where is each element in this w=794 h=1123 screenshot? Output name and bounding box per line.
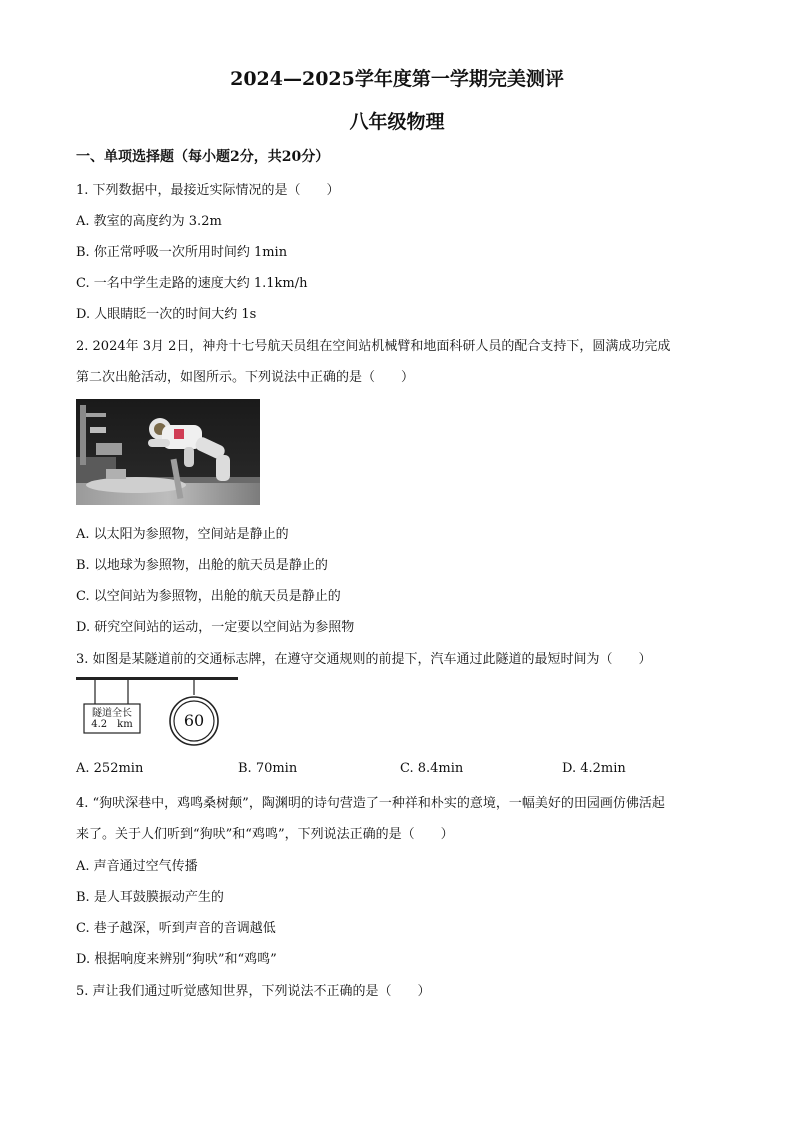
section-heading: 一、单项选择题（每小题2分，共20分） [76, 149, 330, 165]
q2-option-c: C. 以空间站为参照物，出舱的航天员是静止的 [76, 589, 341, 604]
q1-option-b: B. 你正常呼吸一次所用时间约 1min [76, 245, 288, 260]
sign-tunnel-length-label: 隧道全长 [92, 708, 132, 719]
tunnel-traffic-sign [76, 674, 240, 750]
q2-option-b: B. 以地球为参照物，出舱的航天员是静止的 [76, 558, 328, 573]
q3-stem: 3. 如图是某隧道前的交通标志牌，在遵守交通规则的前提下，汽车通过此隧道的最短时间为（ ） [76, 652, 652, 667]
q3-option-d: D. 4.2min [562, 761, 626, 776]
q4-option-d: D. 根据响度来辨别“狗吠”和“鸡鸣” [76, 952, 277, 967]
q2-stem-line1: 2. 2024年 3月 2日，神舟十七号航天员组在空间站机械臂和地面科研人员的配合支持下，圆满成功完成 [76, 339, 671, 354]
astronaut-spacewalk-photo [76, 399, 260, 505]
q4-stem-line2: 来了。关于人们听到“狗吠”和“鸡鸣”，下列说法正确的是（ ） [76, 827, 454, 842]
q1-stem: 1. 下列数据中，最接近实际情况的是（ ） [76, 183, 340, 198]
q1-option-d: D. 人眼睛眨一次的时间大约 1s [76, 307, 257, 322]
q4-option-a: A. 声音通过空气传播 [76, 859, 198, 874]
q4-option-b: B. 是人耳鼓膜振动产生的 [76, 890, 224, 905]
q4-stem-line1: 4. “狗吠深巷中，鸡鸣桑树颠”，陶渊明的诗句营造了一种祥和朴实的意境，一幅美好的田园画仿佛活起 [76, 796, 665, 811]
exam-subtitle: 八年级物理 [349, 111, 445, 133]
q3-option-c: C. 8.4min [400, 761, 464, 776]
q5-stem: 5. 声让我们通过听觉感知世界，下列说法不正确的是（ ） [76, 984, 431, 999]
q4-option-c: C. 巷子越深，听到声音的音调越低 [76, 921, 276, 936]
q3-option-b: B. 70min [238, 761, 298, 776]
q1-option-a: A. 教室的高度约为 3.2m [76, 214, 222, 229]
q1-option-c: C. 一名中学生走路的速度大约 1.1km/h [76, 276, 308, 291]
q2-stem-line2: 第二次出舱活动，如图所示。下列说法中正确的是（ ） [76, 370, 415, 385]
sign-tunnel-length-value: 4.2 km [91, 719, 133, 730]
q2-option-a: A. 以太阳为参照物，空间站是静止的 [76, 527, 289, 542]
q2-option-d: D. 研究空间站的运动，一定要以空间站为参照物 [76, 620, 355, 635]
q3-option-a: A. 252min [76, 761, 144, 776]
exam-title: 2024—2025学年度第一学期完美测评 [230, 68, 564, 90]
speed-limit-value: 60 [183, 711, 205, 730]
